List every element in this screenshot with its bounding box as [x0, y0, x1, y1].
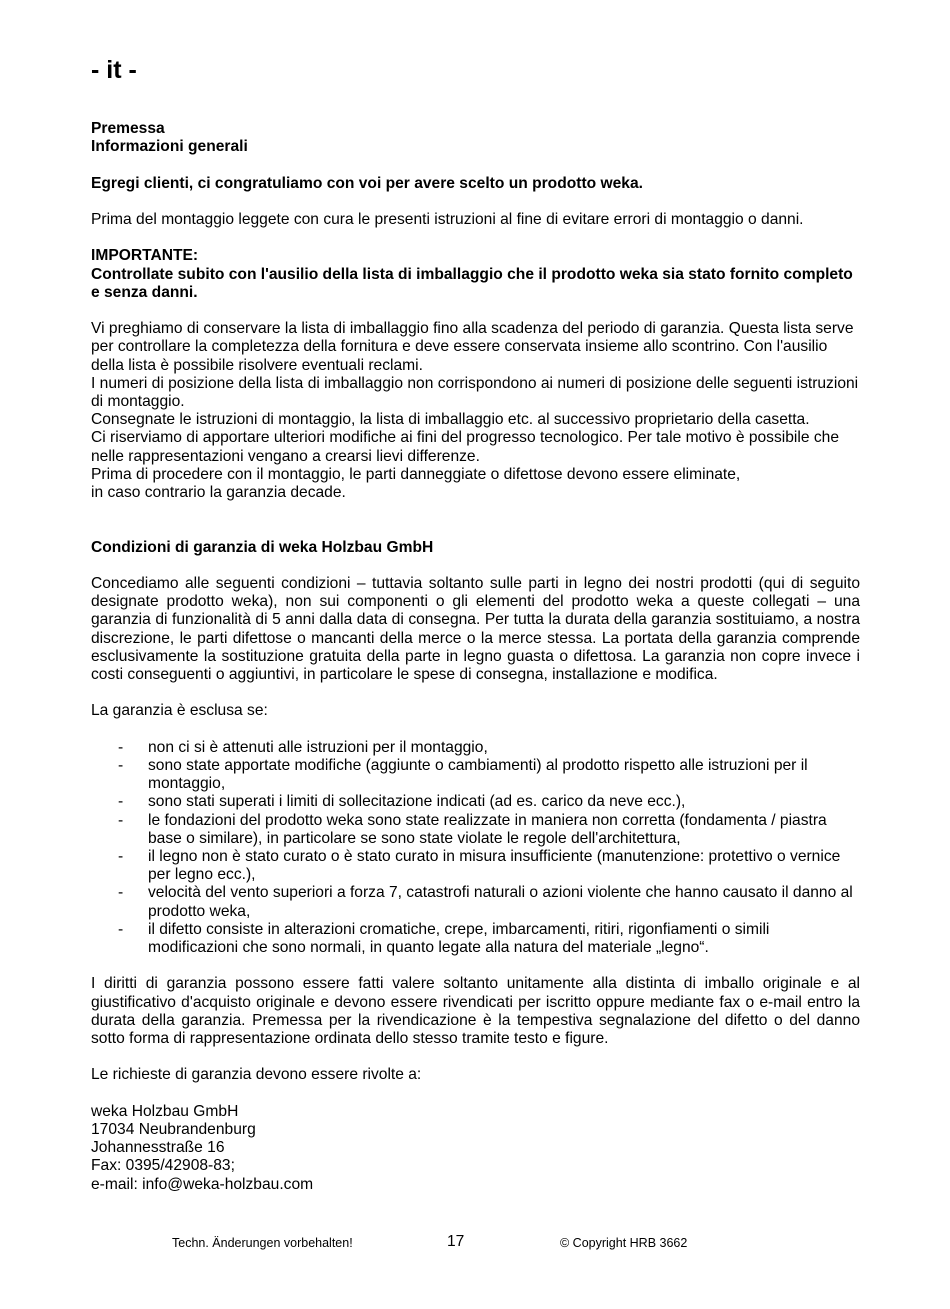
list-item-text: il difetto consiste in alterazioni cromatiche, crepe, imbarcamenti, ritiri, rigonfiamenti o simili modificazioni che sono normali, in quanto legate alla natura del materiale „legno“.	[148, 920, 770, 957]
address-fax: Fax: 0395/42908-83;	[91, 1157, 235, 1175]
list-item-text: non ci si è attenuti alle istruzioni per il montaggio,	[148, 738, 488, 756]
warranty-paragraph: Concediamo alle seguenti condizioni – tuttavia soltanto sulle parti in legno dei nostri prodotti (qui di seguito designate prodotto weka), non sui componenti o gli elementi del prodotto weka a queste collegati – una garanzia di funzionalità di 5 anni dalla data di consegna. Per tutta la durata della garanzia sostituiamo, a nostra discrezione, le parti difettose o mancanti della merce o la merce stessa. La portata della garanzia comprende esclusivamente la sostituzione gratuita della parte in legno guasta o difettosa. La garanzia non copre invece i costi conseguenti o aggiuntivi, in particolare le spese di consegna, installazione e modifica.	[91, 574, 860, 683]
heading-premessa: Premessa	[91, 120, 165, 137]
bullet: -	[118, 793, 124, 811]
important-title: IMPORTANTE:	[91, 247, 199, 265]
heading-general-info: Informazioni generali	[91, 138, 248, 156]
list-item	[91, 921, 860, 957]
intro-line: Ci riserviamo di apportare ulteriori modifiche ai fini del progresso tecnologico. Per tale motivo è possibile che nelle rappresentazioni vengano a crearsi lievi differenze.	[91, 429, 839, 465]
address-street: Johannesstraße 16	[91, 1139, 225, 1157]
footer-disclaimer: Techn. Änderungen vorbehalten!	[172, 1236, 353, 1250]
warranty-rights-paragraph: I diritti di garanzia possono essere fatti valere soltanto unitamente alla distinta di imballo originale e al giustificativo d'acquisto originale e devono essere rivendicati per iscritto oppure mediante fax o e-mail entro la durata della garanzia. Premessa per la rivendicazione è la tempestiva segnalazione del difetto o del danno sotto forma di rappresentazione ordinata dello stesso tramite testo e figure.	[91, 975, 860, 1048]
bullet: -	[118, 756, 124, 774]
intro-line: Prima di procedere con il montaggio, le parti danneggiate o difettose devono essere eliminate,	[91, 465, 741, 483]
warranty-title: Condizioni di garanzia di weka Holzbau GmbH	[91, 538, 434, 556]
page-number: 17	[447, 1233, 465, 1250]
bullet: -	[118, 848, 124, 865]
page-content	[91, 55, 860, 1194]
list-item	[91, 884, 860, 920]
bullet: -	[118, 738, 124, 756]
list-item-text: il legno non è stato curato o è stato curato in misura insufficiente (manutenzione: protettivo o vernice per legno ecc.),	[148, 848, 841, 884]
list-item	[91, 757, 860, 793]
exclusion-intro: La garanzia è esclusa se:	[91, 702, 268, 720]
bullet: -	[118, 811, 124, 829]
list-item-text: le fondazioni del prodotto weka sono state realizzate in maniera non corretta (fondamenta / piastra base o similare), in particolare se sono state violate le regole dell'architettura,	[148, 811, 827, 847]
important-text: Controllate subito con l'ausilio della lista di imballaggio che il prodotto weka sia stato fornito completo e senza danni.	[91, 265, 853, 301]
list-item	[91, 812, 860, 848]
intro-line: Consegnate le istruzioni di montaggio, la lista di imballaggio etc. al successivo proprietario della casetta.	[91, 411, 810, 429]
bullet: -	[118, 920, 124, 938]
address-city: 17034 Neubrandenburg	[91, 1121, 256, 1138]
intro-line: Vi preghiamo di conservare la lista di imballaggio fino alla scadenza del periodo di garanzia. Questa lista serve per controllare la completezza della fornitura e deve essere conservata insieme allo scontrino. Con l'ausilio della lista è possibile risolvere eventuali reclami.	[91, 320, 854, 374]
list-item	[91, 739, 860, 757]
address-company: weka Holzbau GmbH	[91, 1102, 239, 1120]
instruction-paragraph: Prima del montaggio leggete con cura le presenti istruzioni al fine di evitare errori di montaggio o danni.	[91, 210, 804, 228]
bullet: -	[118, 884, 124, 902]
greeting: Egregi clienti, ci congratuliamo con voi per avere scelto un prodotto weka.	[91, 174, 643, 192]
list-item	[91, 848, 860, 884]
list-item-text: sono stati superati i limiti di sollecitazione indicati (ad es. carico da neve ecc.),	[148, 793, 686, 811]
contact-intro: Le richieste di garanzia devono essere rivolte a:	[91, 1066, 422, 1084]
list-item	[91, 793, 860, 811]
list-item-text: velocità del vento superiori a forza 7, catastrofi naturali o azioni violente che hanno causato il danno al prodotto weka,	[148, 884, 853, 920]
footer-copyright: © Copyright HRB 3662	[560, 1236, 688, 1250]
address-email: e-mail: info@weka-holzbau.com	[91, 1175, 314, 1193]
exclusion-list	[91, 739, 860, 957]
intro-line: in caso contrario la garanzia decade.	[91, 484, 346, 501]
intro-line: I numeri di posizione della lista di imballaggio non corrispondono ai numeri di posizione delle seguenti istruzioni di montaggio.	[91, 374, 859, 410]
language-marker: - it -	[91, 56, 137, 84]
list-item-text: sono state apportate modifiche (aggiunte o cambiamenti) al prodotto rispetto alle istruzioni per il montaggio,	[148, 756, 808, 793]
